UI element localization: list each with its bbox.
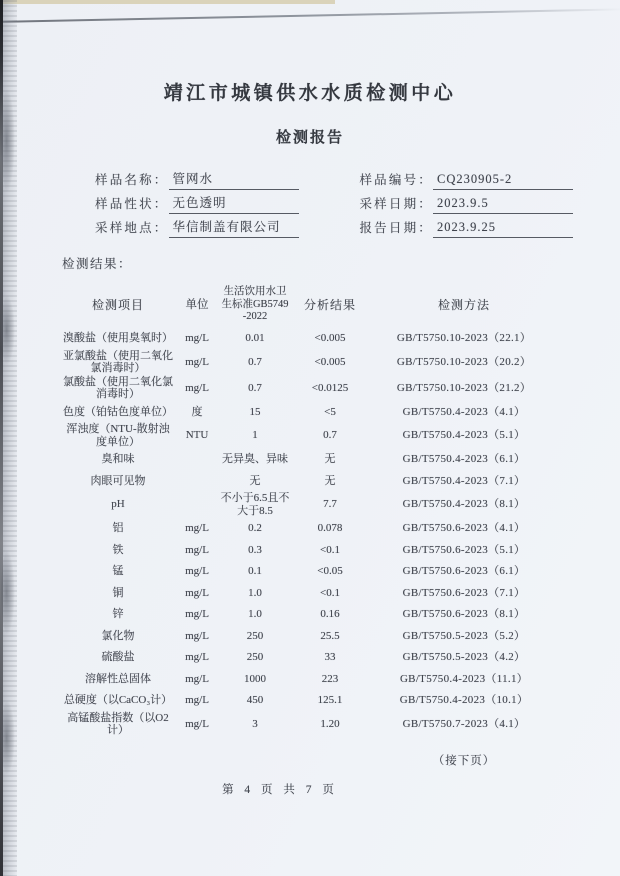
cell-item: pH (111, 498, 125, 511)
header-method: 检测方法 (437, 297, 490, 312)
report-title: 检测报告 (275, 130, 344, 146)
table-row (62, 690, 558, 712)
cell-item: 亚氯酸盐（使用二氧化氯消毒时） (63, 349, 173, 374)
cell-standard: 0.1 (248, 565, 262, 577)
cell-item: 溴酸盐（使用臭氧时） (63, 332, 173, 344)
cell-unit: mg/L (185, 355, 209, 368)
cell-method: GB/T5750.4-2023（6.1） (402, 453, 526, 465)
table-row (62, 375, 558, 401)
cell-item: 铜 (112, 586, 124, 599)
cell-method: GB/T5750.6-2023（8.1） (402, 608, 526, 620)
cell-method: GB/T5750.4-2023（11.1） (399, 672, 529, 685)
field-label: 采样地点： (95, 221, 169, 235)
field-value: 无色透明 (169, 193, 299, 214)
cell-standard: 1.0 (248, 586, 262, 599)
cell-standard: 无异臭、异味 (222, 453, 288, 465)
cell-item: 铁 (112, 543, 124, 556)
cell-unit: mg/L (185, 332, 209, 344)
results-table (62, 286, 558, 737)
cell-item: 肉眼可见物 (90, 474, 146, 487)
cell-unit: mg/L (185, 651, 209, 663)
cell-method: GB/T5750.5-2023（5.2） (402, 629, 526, 642)
results-table-body (62, 328, 558, 738)
cell-result: <5 (324, 405, 336, 418)
field-sampling-date (359, 190, 573, 214)
field-value: 华信制盖有限公司 (169, 217, 299, 238)
field-label: 样品性状： (95, 197, 169, 211)
cell-item: 氯化物 (101, 629, 135, 642)
cell-item: 臭和味 (101, 453, 135, 465)
cell-result: 0.078 (317, 522, 343, 534)
cell-method: GB/T5750.10-2023（20.2） (396, 355, 532, 368)
cell-result: 0.7 (323, 429, 337, 442)
table-row (62, 561, 558, 583)
field-report-date (359, 214, 573, 238)
cell-standard: 450 (246, 694, 264, 706)
cell-standard: 不小于6.5且不大于8.5 (220, 492, 290, 517)
table-row (62, 647, 558, 669)
cell-standard: 0.2 (248, 522, 262, 534)
table-row (62, 582, 558, 604)
cell-unit: mg/L (185, 565, 209, 577)
table-row (62, 492, 558, 518)
continuation-note: （接下页） (432, 755, 496, 767)
sample-info (95, 166, 573, 238)
cell-unit: mg/L (185, 608, 209, 620)
cell-standard: 250 (246, 629, 264, 642)
cell-item: 锰 (112, 565, 124, 577)
cell-item: 总硬度（以CaCO₃计） (63, 694, 173, 706)
cell-item: 铝 (112, 522, 124, 534)
table-row (62, 668, 558, 690)
field-label: 采样日期： (359, 197, 433, 211)
cell-result: 125.1 (317, 694, 343, 706)
cell-standard: 250 (246, 651, 264, 663)
table-row (62, 328, 558, 350)
table-row (62, 423, 558, 449)
cell-method: GB/T5750.7-2023（4.1） (402, 717, 526, 730)
field-label: 报告日期： (359, 221, 433, 235)
cell-result: 无 (324, 453, 336, 465)
scan-smudge (1, 700, 15, 775)
cell-unit: mg/L (185, 629, 209, 642)
cell-standard: 15 (249, 405, 261, 418)
header-result: 分析结果 (303, 297, 356, 312)
table-row (62, 449, 558, 471)
field-sample-appearance (95, 190, 299, 214)
field-sampling-location (95, 214, 299, 238)
cell-result: <0.005 (314, 332, 346, 344)
cell-method: GB/T5750.6-2023（5.1） (402, 543, 526, 556)
field-value: 2023.9.5 (433, 196, 573, 214)
cell-item: 色度（铂钴色度单位） (63, 405, 173, 418)
cell-standard: 3 (252, 717, 258, 730)
field-value: 管网水 (169, 169, 299, 190)
sample-info-left-column (95, 166, 299, 238)
cell-item: 浑浊度（NTU-散射浊度单位） (66, 423, 170, 448)
table-row (62, 349, 558, 375)
cell-standard: 无 (249, 474, 261, 487)
cell-method: GB/T5750.4-2023（5.1） (402, 429, 526, 442)
field-value: 2023.9.25 (433, 220, 573, 238)
cell-unit: mg/L (185, 586, 209, 599)
field-label: 样品编号： (359, 173, 433, 187)
cell-item: 溶解性总固体 (85, 672, 151, 685)
cell-result: 1.20 (320, 717, 340, 730)
cell-standard: 0.7 (248, 355, 262, 368)
cell-item: 锌 (112, 608, 124, 620)
cell-standard: 1 (252, 429, 258, 442)
header-unit: 单位 (185, 298, 209, 311)
cell-result: 7.7 (323, 498, 337, 511)
cell-item: 氯酸盐（使用二氧化氯消毒时） (63, 375, 173, 400)
field-value: CQ230905-2 (433, 172, 573, 190)
cell-result: 无 (324, 474, 336, 487)
table-row (62, 604, 558, 626)
cell-result: 0.16 (320, 608, 340, 620)
cell-result: 223 (321, 672, 339, 685)
cell-unit: NTU (185, 429, 209, 442)
cell-standard: 1000 (244, 672, 266, 685)
cell-unit: mg/L (185, 717, 209, 730)
cell-standard: 1.0 (248, 608, 262, 620)
cell-item: 硫酸盐 (101, 651, 135, 663)
cell-standard: 0.7 (248, 381, 262, 394)
cell-result: 33 (324, 651, 336, 663)
cell-unit: mg/L (185, 672, 209, 685)
cell-method: GB/T5750.6-2023（4.1） (402, 522, 526, 534)
cell-item: 高锰酸盐指数（以O2计） (67, 711, 169, 736)
cell-method: GB/T5750.4-2023（10.1） (399, 694, 529, 706)
cell-unit: mg/L (185, 381, 209, 394)
header-item: 检测项目 (91, 297, 144, 312)
cell-result: <0.1 (320, 543, 340, 556)
cell-unit: 度 (191, 405, 203, 418)
cell-method: GB/T5750.6-2023（7.1） (402, 586, 526, 599)
cell-method: GB/T5750.4-2023（4.1） (402, 405, 526, 418)
scan-page-edge-line (0, 8, 620, 23)
org-title: 靖江市城镇供水水质检测中心 (163, 83, 457, 104)
field-sample-number (359, 166, 573, 190)
table-row (62, 711, 558, 737)
cell-unit: mg/L (185, 543, 209, 556)
cell-result: <0.1 (320, 586, 340, 599)
cell-unit: mg/L (185, 522, 209, 534)
table-row (62, 401, 558, 423)
table-row (62, 625, 558, 647)
table-row (62, 518, 558, 540)
results-section-label: 检测结果： (62, 257, 133, 271)
scan-smudge (1, 295, 15, 365)
field-sample-name (95, 166, 299, 190)
sample-info-right-column (359, 166, 573, 238)
scan-top-edge (0, 0, 335, 4)
cell-standard: 0.3 (248, 543, 262, 556)
cell-result: <0.05 (317, 565, 343, 577)
scan-smudge (1, 550, 15, 635)
cell-result: <0.005 (314, 355, 346, 368)
cell-result: <0.0125 (311, 381, 349, 394)
cell-method: GB/T5750.10-2023（22.1） (396, 332, 532, 344)
cell-method: GB/T5750.6-2023（6.1） (402, 565, 526, 577)
table-row (62, 539, 558, 561)
cell-method: GB/T5750.10-2023（21.2） (396, 381, 532, 394)
cell-method: GB/T5750.5-2023（4.2） (402, 651, 526, 663)
field-label: 样品名称： (95, 173, 169, 187)
cell-method: GB/T5750.4-2023（8.1） (402, 498, 526, 511)
header-standard: 生活饮用水卫生标准GB5749-2022 (221, 286, 289, 322)
cell-unit: mg/L (185, 694, 209, 706)
cell-method: GB/T5750.4-2023（7.1） (402, 474, 526, 487)
page-number: 第 4 页 共 7 页 (222, 784, 338, 796)
cell-result: 25.5 (320, 629, 340, 642)
cell-standard: 0.01 (245, 332, 265, 344)
results-table-header (62, 286, 558, 324)
table-row (62, 470, 558, 492)
